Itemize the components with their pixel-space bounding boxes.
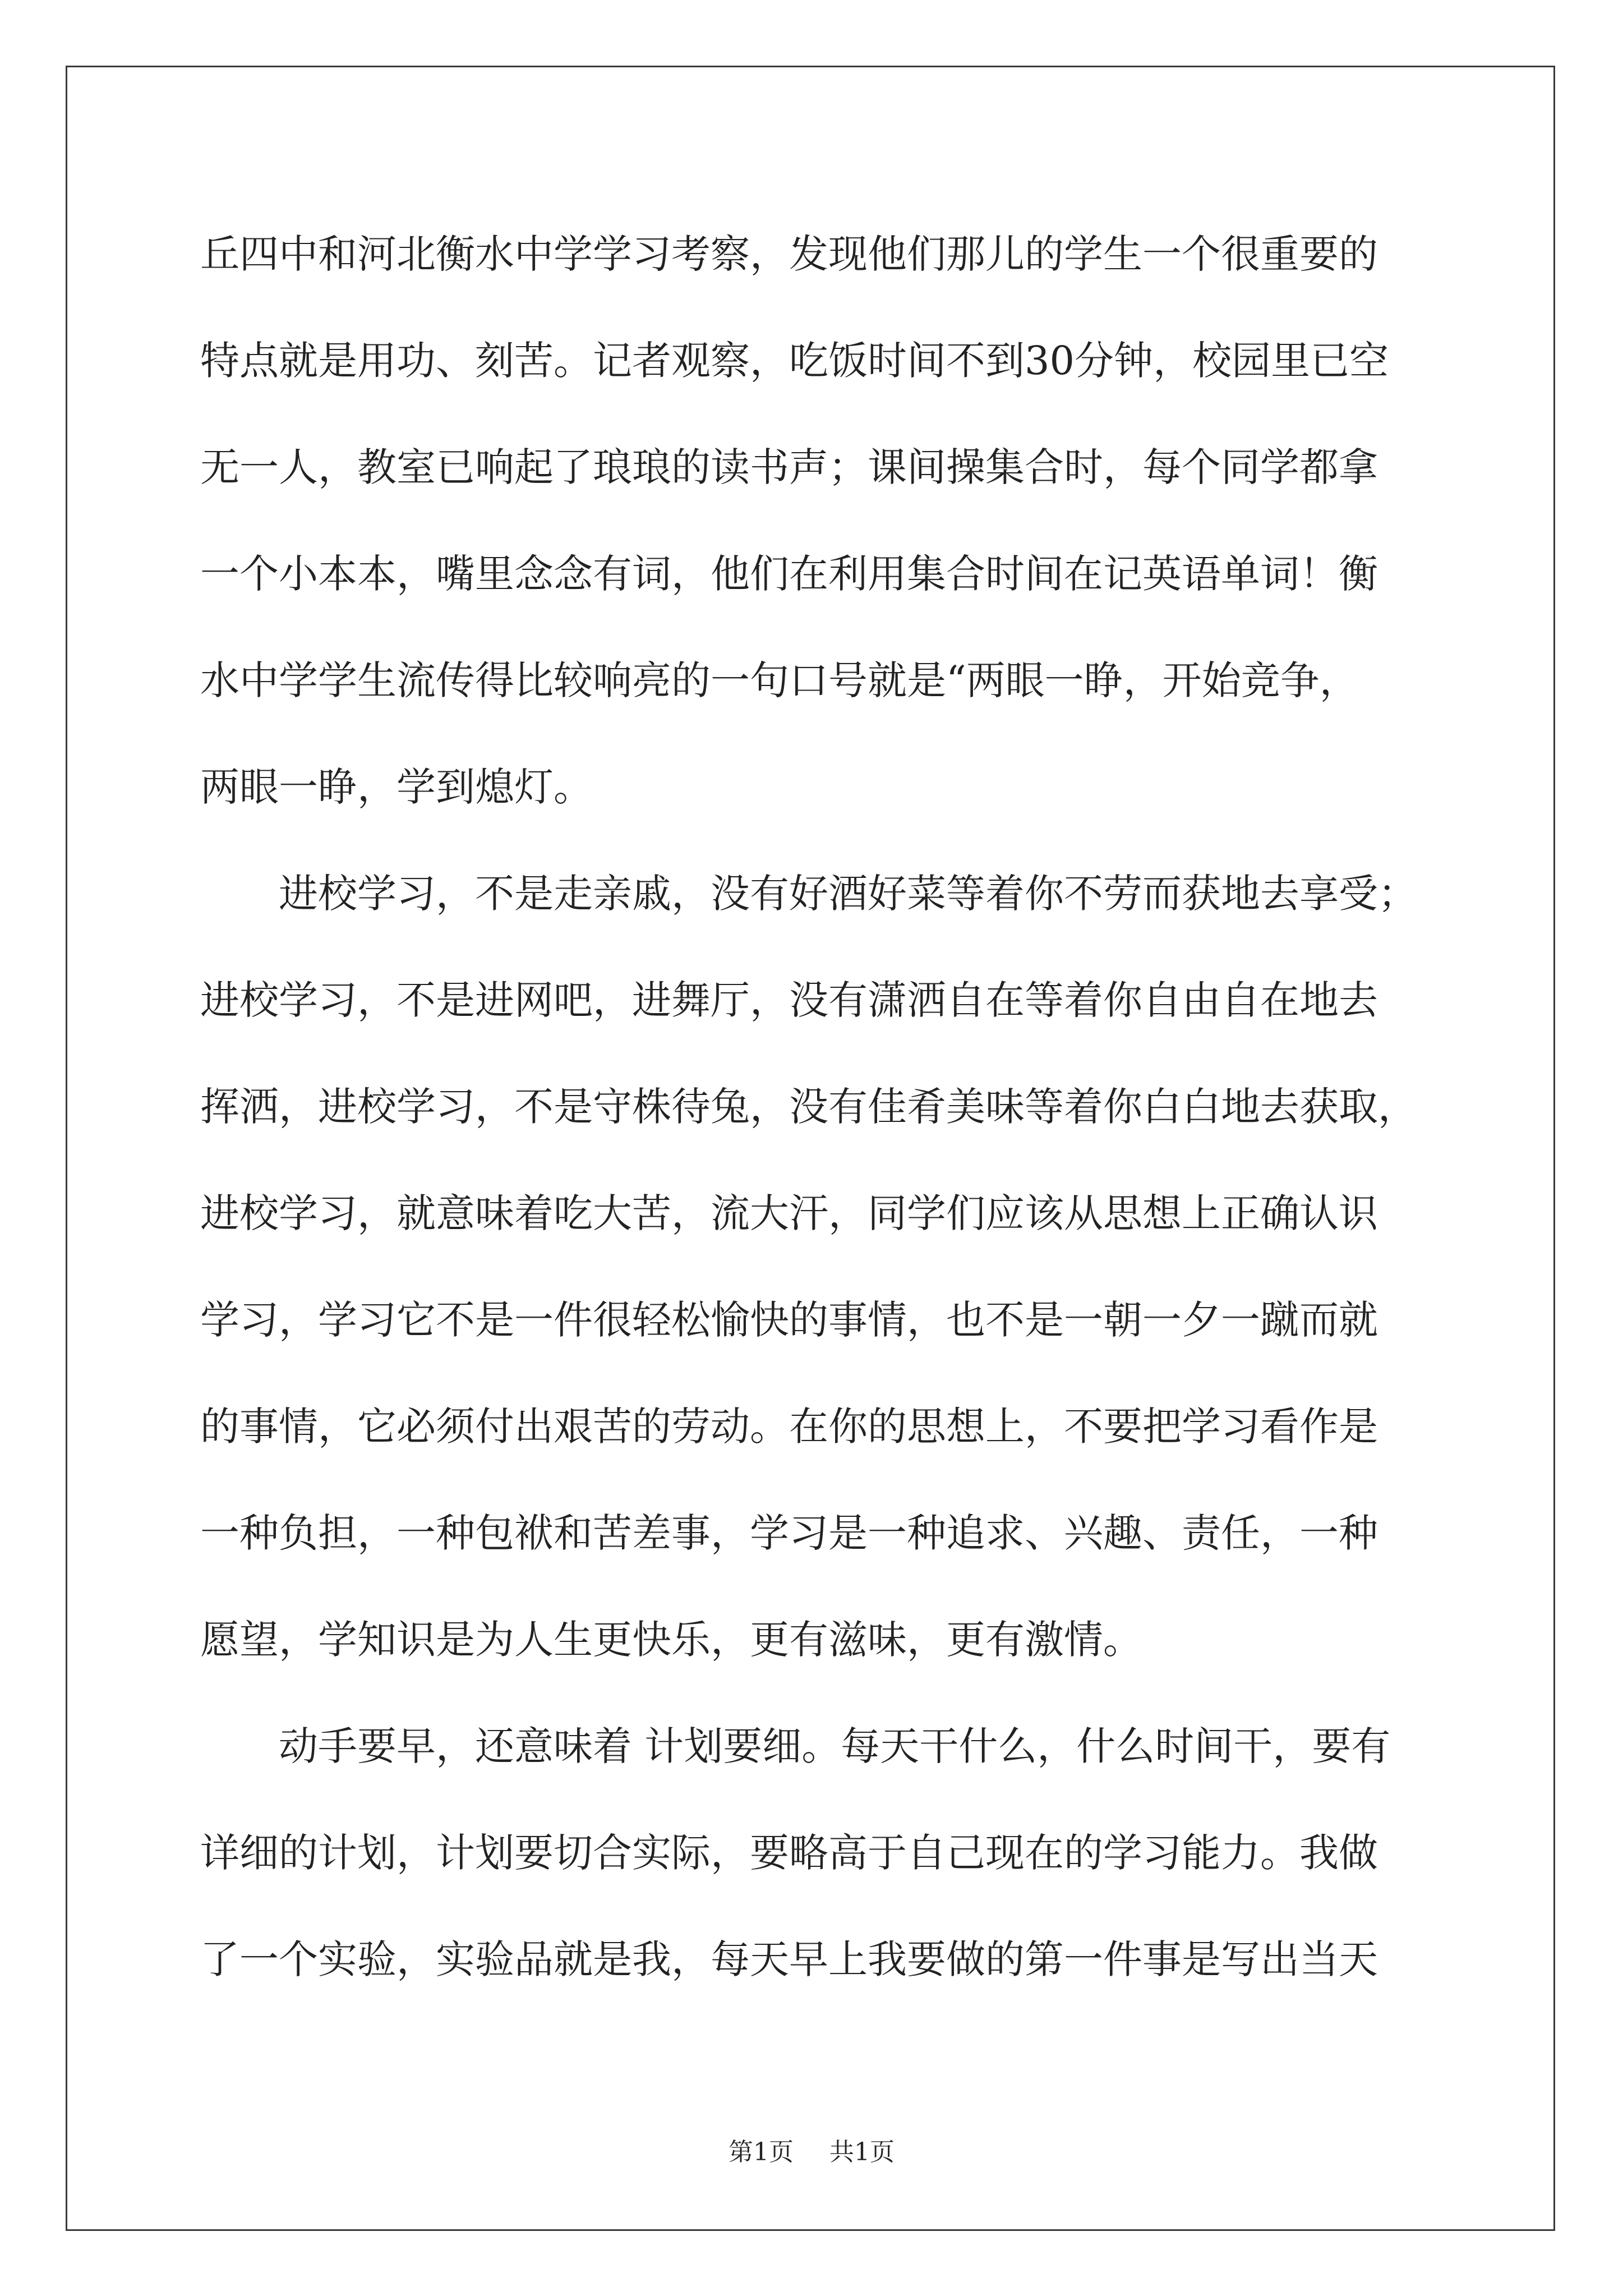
text-line: 愿望，学知识是为人生更快乐，更有滋味，更有激情。 [200, 1617, 1142, 1663]
text-line: 详细的计划，计划要切合实际，要略高于自己现在的学习能力。我做 [200, 1830, 1378, 1876]
page-footer [0, 2132, 1623, 2168]
text-line: 一种负担，一种包袱和苦差事，学习是一种追求、兴趣、责任，一种 [200, 1510, 1378, 1556]
text-line: 进校学习，就意味着吃大苦，流大汗，同学们应该从思想上正确认识 [200, 1190, 1378, 1236]
text-line: 丘四中和河北衡水中学学习考察，发现他们那儿的学生一个很重要的 [200, 231, 1378, 277]
text-line: 进校学习，不是进网吧，进舞厅，没有潇洒自在等着你自由自在地去 [200, 977, 1378, 1023]
text-line: 无一人，教室已响起了琅琅的读书声；课间操集合时，每个同学都拿 [200, 444, 1378, 490]
text-line: 的事情，它必须付出艰苦的劳动。在你的思想上，不要把学习看作是 [200, 1404, 1378, 1450]
text-line: 进校学习，不是走亲戚，没有好酒好菜等着你不劳而获地去享受； [279, 871, 1417, 917]
text-line: 两眼一睁，学到熄灯。 [200, 764, 593, 810]
text-line: 学习，学习它不是一件很轻松愉快的事情，也不是一朝一夕一蹴而就 [200, 1297, 1378, 1343]
text-line: 动手要早，还意味着 计划要细。每天干什么，什么时间干，要有 [279, 1723, 1391, 1769]
text-line: 特点就是用功、刻苦。记者观察，吃饭时间不到30分钟，校园里已空 [200, 338, 1389, 384]
text-line: 一个小本本，嘴里念念有词，他们在利用集合时间在记英语单词！衡 [200, 551, 1378, 597]
text-line: 了一个实验，实验品就是我，每天早上我要做的第一件事是写出当天 [200, 1936, 1378, 1982]
page-number-total: 共1页 [829, 2138, 895, 2166]
page-number-current: 第1页 [728, 2138, 794, 2166]
page-border [66, 66, 1555, 2231]
text-line: 水中学学生流传得比较响亮的一句口号就是“两眼一睁，开始竞争， [200, 657, 1359, 703]
text-line: 挥洒，进校学习，不是守株待兔，没有佳肴美味等着你白白地去获取， [200, 1084, 1417, 1130]
